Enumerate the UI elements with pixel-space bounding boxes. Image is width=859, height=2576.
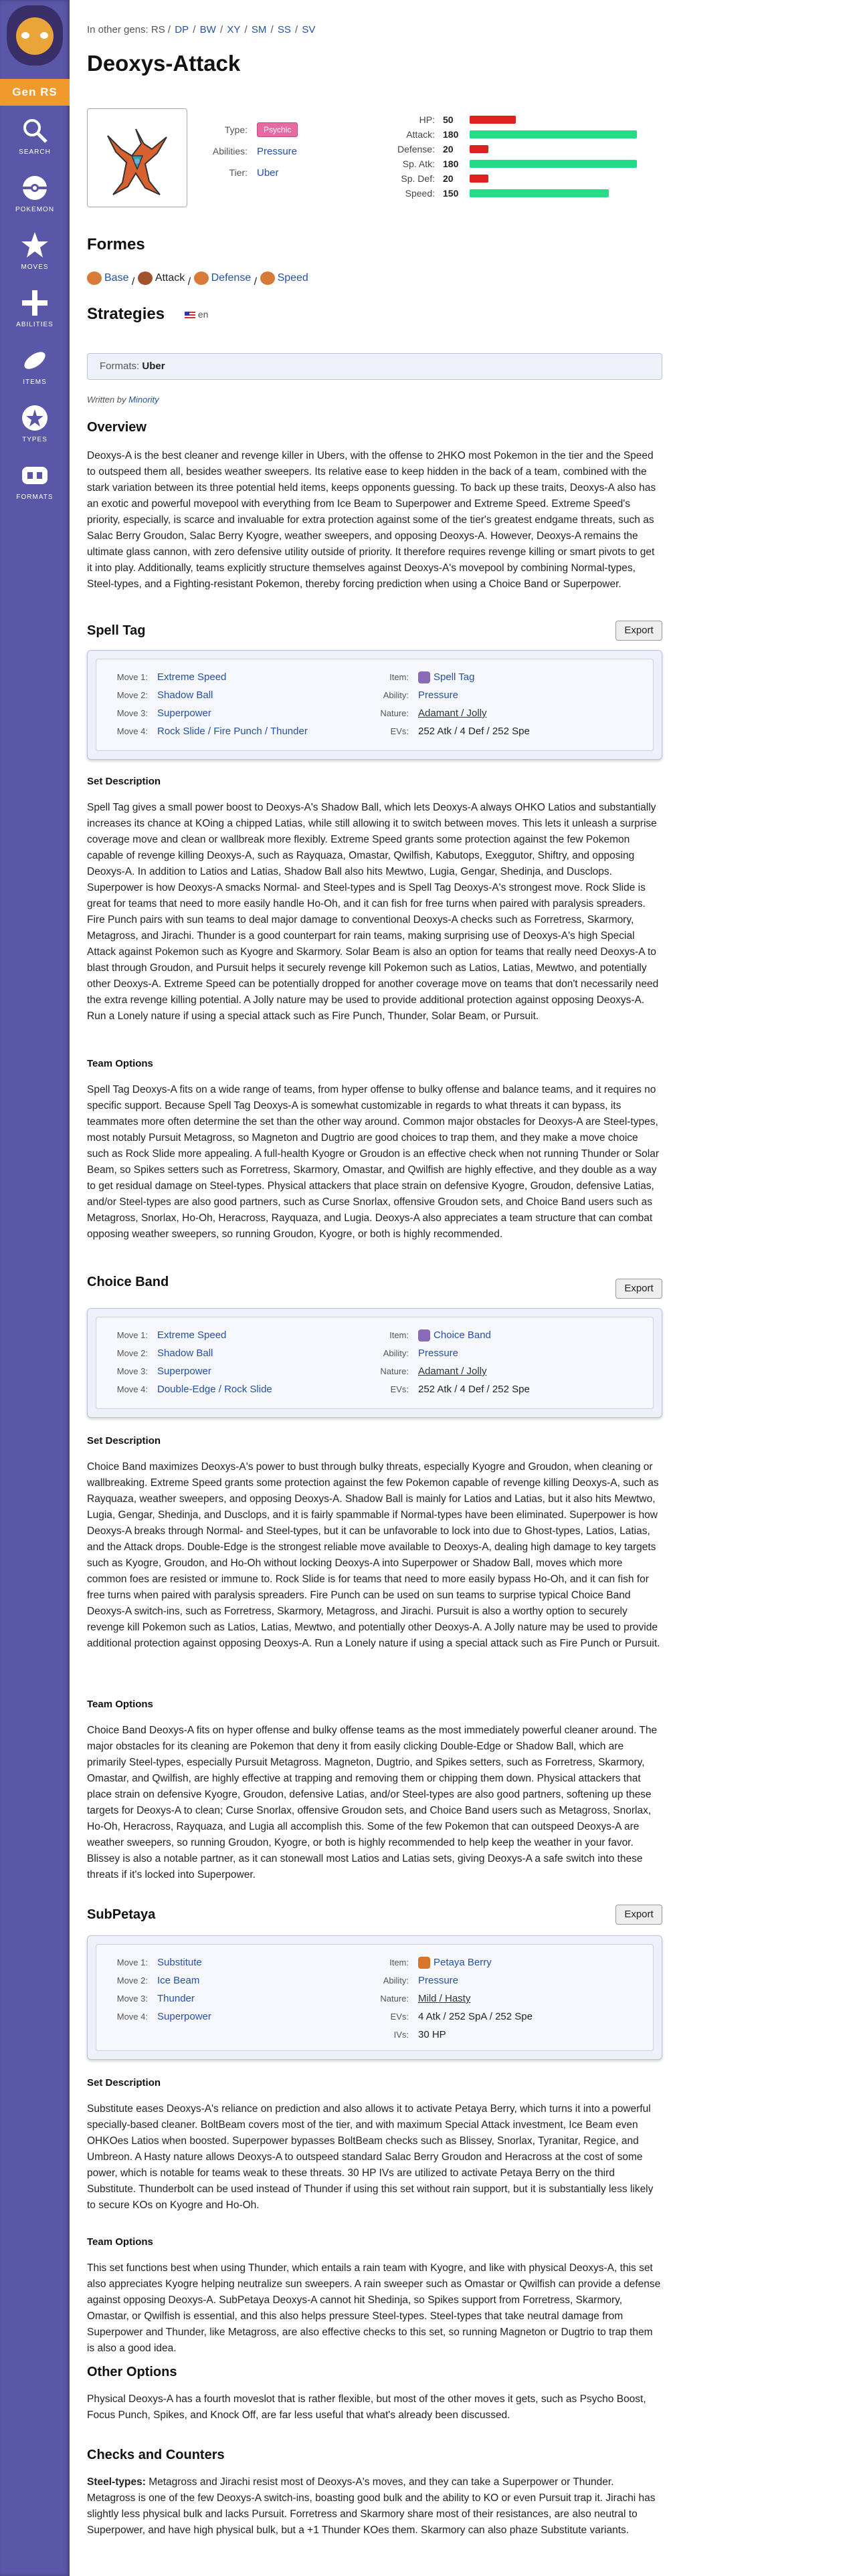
gen-link-ss[interactable]: SS [277, 24, 291, 35]
stat-name: Attack: [406, 129, 435, 140]
set-card [87, 650, 662, 760]
set-heading: SubPetaya [87, 1907, 156, 1922]
ability-link[interactable]: Pressure [257, 145, 298, 157]
moves-list: Move 1: Substitute Move 2: Ice Beam Move 3: Thunder Move 4: Superpower [116, 1957, 211, 2022]
stat-row [375, 156, 637, 171]
gens-current: RS [151, 24, 165, 35]
petaya-berry-icon [418, 1957, 430, 1969]
stat-bar [470, 116, 516, 124]
gen-link-dp[interactable]: DP [175, 24, 189, 35]
formes-list: Base / Attack / Defense / Speed [87, 272, 308, 288]
type-label: Type: [224, 124, 248, 135]
ability-link[interactable]: Pressure [418, 1975, 459, 1986]
nav-abilities[interactable] [0, 288, 70, 328]
set-details: Item: Choice Band Ability: Pressure Nature: Adamant / Jolly EVs: 252 Atk / 4 Def / 252 Spe [380, 1329, 530, 1395]
formats-icon [19, 460, 50, 491]
gen-link-xy[interactable]: XY [227, 24, 241, 35]
format-uber[interactable]: Uber [142, 360, 165, 372]
evs-value: 252 Atk / 4 Def / 252 Spe [418, 1384, 530, 1395]
search-icon [19, 115, 50, 146]
overview-heading: Overview [87, 420, 147, 435]
items-icon [19, 345, 50, 376]
stat-value: 180 [443, 158, 459, 169]
set-description-text: Spell Tag gives a small power boost to Deoxys-A's Shadow Ball, which lets Deoxys-A always OHKO Latios and substantially increases its chance at KOing a chipped Latias, while still allowing it to switch between moves. This lets it unleash a surprise coverage move and clean or wallbreak more flexibly. Extreme Speed grants some protection against the few Pokemon capable of revenge killing Deoxys-A, such as Rayquaza, Omastar, Qwilfish, Kabutops, Exeggutor, Shiftry, and opposing Deoxys-A. In addition to Latios and Latias, Shadow Ball also hits Mewtwo, Lugia, Gengar, Shedinja, and Dusclops. Superpower is how Deoxys-A smacks Normal- and Steel-types and is Spell Tag Deoxys-A's strongest move. Rock Slide is great for teams that need to more easily handle Ho-Oh, and it can fish for free turns when paired with paralysis spreaders. Fire Punch pairs with sun teams to deal major damage to conventional Deoxys-A checks such as Forretress, Skarmory, Metagross, and Jirachi. Thunder is a good counterpart for rain teams, making surprising use of Deoxys-A's high Special Attack against Pokemon such as Kyogre and Skarmory. Solar Beam is also an option for teams that really need Deoxys-A to blast through Groudon, and Pursuit helps it securely revenge kill Pokemon such as Latios, Latias, Mewtwo, and potentially other Deoxys-A. Extreme Speed can be potentially dropped for another coverage move on teams that don't necessarily need the extra revenge killing potential. A Jolly nature may be used to provide additional protection against opposing Deoxys-A. Run a Lonely nature if using a special attack such as Fire Punch, Thunder, Solar Beam, or Pursuit. [87, 802, 659, 1022]
language-code: en [197, 309, 209, 320]
abilities-icon [19, 288, 50, 318]
nav-moves[interactable] [0, 230, 70, 271]
stat-value: 20 [443, 173, 454, 184]
ability-link[interactable]: Pressure [418, 689, 459, 701]
site-logo[interactable] [7, 5, 63, 66]
move-link[interactable]: Superpower [157, 1366, 211, 1377]
set-description-heading: Set Description [87, 2077, 161, 2088]
move-link[interactable]: Superpower [157, 2011, 211, 2022]
stat-value: 50 [443, 114, 454, 125]
abilities-label: Abilities: [212, 146, 248, 156]
overview-text: Deoxys-A is the best cleaner and revenge killer in Ubers, with the offense to 2HKO most Pokemon in the tier and the Speed to outspeed them all, besides weather sweepers. Its relative ease to keep hidden in the back of a team, combined with the stark variation between its three potential held items, keeps opponents guessing. To back up these traits, Deoxys-A also has an exotic and powerful movepool with everything from Ice Beam to Superpower and Extreme Speed. Extreme Speed's priority, especially, is scarce and invaluable for extra protection against some of the tier's greatest endgame threats, such as Salac Berry Groudon, Salac Berry Kyogre, weather sweepers, and opposing Deoxys-A. However, Deoxys-A remains the ultimate glass cannon, with zero defensive utility outside of priority. It therefore requires revenge killing or smart pivots to get it into play. Additionally, teams explicitly structure themselves against Deoxys-A's movepool by combining Normal-types, Steel-types, and a Fighting-resistant Pokemon, thereby forcing prediction when using a Choice Band or Superpower. [87, 450, 656, 590]
nav-label: POKEMON [15, 206, 55, 213]
gens-prefix: In other gens: [87, 24, 149, 35]
stat-bar [470, 175, 488, 183]
move-link[interactable]: Superpower [157, 708, 211, 719]
tier-link[interactable]: Uber [257, 167, 279, 179]
stat-value: 180 [443, 129, 459, 140]
nav-pokemon[interactable] [0, 173, 70, 213]
stat-bar [470, 189, 609, 197]
nav-label: TYPES [22, 436, 47, 443]
move-link[interactable]: Ice Beam [157, 1975, 200, 1986]
set-details: Item: Spell Tag Ability: Pressure Nature: Adamant / Jolly EVs: 252 Atk / 4 Def / 252 Spe [380, 671, 530, 737]
page-title: Deoxys-Attack [87, 51, 241, 76]
move-link[interactable]: Shadow Ball [157, 689, 213, 701]
stat-bar [470, 145, 488, 153]
team-options-heading: Team Options [87, 1058, 153, 1069]
deoxys-base-icon [87, 272, 102, 285]
forme-base[interactable]: Base [104, 272, 129, 284]
stat-row [375, 186, 637, 201]
set-description-heading: Set Description [87, 1435, 161, 1446]
stat-row [375, 112, 637, 127]
nav-types[interactable] [0, 403, 70, 443]
export-button[interactable]: Export [615, 1905, 662, 1925]
stat-row [375, 127, 637, 142]
set-card [87, 1308, 662, 1418]
types-icon [19, 403, 50, 433]
move-link[interactable]: Double-Edge / Rock Slide [157, 1384, 272, 1395]
stat-row [375, 171, 637, 186]
export-button[interactable]: Export [615, 621, 662, 641]
other-gens: In other gens: RS / DP / BW / XY / SM / SS / SV [87, 24, 316, 35]
language-selector[interactable] [185, 309, 208, 320]
author-line [87, 395, 159, 405]
ivs-value: 30 HP [418, 2029, 446, 2040]
nav-label: ITEMS [23, 379, 47, 386]
stat-value: 150 [443, 188, 459, 199]
team-options-text: Spell Tag Deoxys-A fits on a wide range of teams, from hyper offense to bulky offense and balance teams, and it requires no specific support. Because Spell Tag Deoxys-A is somewhat customizable in regards to what threats it can bypass, its teammates more often determine the set than the other way around. Common major obstacles for Deoxys-A are Steel-types, most notably Pursuit Metagross, so Magneton and Dugtrio are good choices to trap them, and they make a move choice such as Rock Slide more appealing. A full-health Kyogre or Groudon is an effective check when not running Thunder or Solar Beam, so Spikes setters such as Forretress, Skarmory, Omastar, and Qwilfish are highly effective, and they double as a way to get residual damage on Steel-types. Physical attackers that place strain on defensive Kyogre, Groudon, defensive Latias, and/or Steel-types are also good partners, such as Curse Snorlax, offensive Groudon sets, and Choice Band users such as Metagross, Snorlax, Ho-Oh, Heracross, Rayquaza, and Lugia. Deoxys-A also appreciates a team structure that can combat opposing weather sweepers, so running Groudon, Kyogre, or both is highly recommended. [87, 1084, 660, 1240]
gen-link-sm[interactable]: SM [251, 24, 267, 35]
pokemon-sprite [87, 108, 187, 207]
set-description-text: Substitute eases Deoxys-A's reliance on prediction and also allows it to activate Petaya Berry, which turns it into a powerful specially-based cleaner. BoltBeam covers most of the tier, and with maximum Special Attack investment, Ice Beam even OHKOes Latios when boosted. Superpower bypasses BoltBeam checks such as Blissey, Snorlax, Tyranitar, Regice, and Umbreon. A Hasty nature allows Deoxys-A to outspeed standard Salac Berry Groudon and Heracross at the cost of some power, which is notable for teams weak to these threats. 30 HP IVs are utilized to activate Petaya Berry on the third Substitute. Thunderbolt can be used instead of Thunder if using this set without rain support, but it is substantially less likely to secure KOs on Kyogre and Ho-Oh. [87, 2103, 654, 2211]
export-button[interactable]: Export [615, 1279, 662, 1299]
deoxys-defense-icon [194, 272, 209, 285]
stat-name: Sp. Def: [401, 173, 435, 184]
gen-link-sv[interactable]: SV [302, 24, 316, 35]
nav-search[interactable] [0, 115, 70, 156]
type-badge[interactable]: Psychic [257, 122, 298, 137]
formes-heading: Formes [87, 235, 145, 253]
stat-row [375, 142, 637, 156]
item-link[interactable]: Choice Band [434, 1329, 491, 1341]
set-description-heading: Set Description [87, 776, 161, 787]
team-options-text: This set functions best when using Thunder, which entails a rain team with Kyogre, and like with physical Deoxys-A, this set also appreciates Kyogre helping neutralize sun sweepers. A rain sweeper such as Omastar or Qwilfish can provide a defense against opposing Deoxys-A. SubPetaya Deoxys-A cannot hit Shedinja, so Spikes support from Forretress, Skarmory, Omastar, or Qwilfish is essential, and this also helps pressure Steel-types. Steel-types that take neutral damage from Superpower and Thunder, like Metagross, are also effective checks to this set, so running Magneton or Dugtrio to trap them is also a good idea. [87, 2262, 661, 2354]
checks-body: Metagross and Jirachi resist most of Deoxys-A's moves, and they can take a Superpower or Thunder. Metagross is one of the few Deoxys-A switch-ins, boasting good bulk and the ability to KO or even Pursuit trap it. Jirachi has slightly less physical bulk and lacks Pursuit. Forretress and Skarmory share most of their resistances, are also neutral to Superpower, and have high physical bulk, but a +1 Thunder KOes them. Skarmory can also phaze Substitute variants. [87, 2476, 656, 2536]
deoxys-speed-icon [260, 272, 275, 285]
move-link[interactable]: Shadow Ball [157, 1348, 213, 1359]
tier-label: Tier: [229, 167, 248, 178]
formats-bar [87, 353, 662, 380]
nav-items[interactable] [0, 345, 70, 386]
strategies-heading: Strategies [87, 305, 165, 323]
other-options-heading: Other Options [87, 2365, 177, 2379]
moves-icon [19, 230, 50, 261]
us-flag-icon [185, 312, 195, 319]
nav-formats[interactable] [0, 460, 70, 501]
base-stats [375, 112, 637, 201]
set-description-text: Choice Band maximizes Deoxys-A's power to bust through bulky threats, especially Kyogre and Groudon, when cleaning or wallbreaking. Extreme Speed grants some protection against the few Pokemon capable of revenge killing Deoxys-A, such as Rayquaza, weather sweepers, and opposing Deoxys-A. Shadow Ball is mainly for Latios and Latias, but it also hits Mewtwo, Lugia, Gengar, Shedinja, and Dusclops, and it is fairly spammable if Normal-types have been eliminated. Superpower is how Deoxys-A breaks through Normal- and Steel-types, but it can be unfavorable to lock into due to Ghost-types, Latios, Latias, and the Attack drops. Double-Edge is the strongest reliable move available to Deoxys-A, dealing high damage to key targets such as Kyogre, Groudon, and Ho-Oh without locking Deoxys-A into Superpower or Shadow Ball, moves which more common foes are resisted or immune to. Rock Slide is for teams that need to more easily bypass Ho-Oh, and it can fish for free turns when paired with paralysis spreaders. Fire Punch can be used on sun teams to surprise typical Choice Band Deoxys-A switch-ins, such as Forretress, Skarmory, Metagross, and Jirachi. Pursuit is also a worthy option to securely revenge kill Pokemon such as Latios, Latias, Mewtwo, and potentially other Deoxys-A. A Jolly nature may be used to provide additional protection against opposing Deoxys-A. Run a Lonely nature if using a special attack such as Fire Punch or Pursuit. [87, 1461, 660, 1649]
forme-speed[interactable]: Speed [277, 272, 308, 284]
move-link[interactable]: Thunder [157, 1993, 195, 2004]
evs-value: 4 Atk / 252 SpA / 252 Spe [418, 2011, 533, 2022]
move-link[interactable]: Substitute [157, 1957, 202, 1968]
stat-value: 20 [443, 144, 454, 154]
stat-bar [470, 160, 637, 168]
set-heading: Spell Tag [87, 623, 146, 638]
nav-label: MOVES [21, 263, 49, 271]
set-heading: Choice Band [87, 1275, 169, 1289]
checks-text [87, 2474, 662, 2539]
moves-list: Move 1: Extreme Speed Move 2: Shadow Ball Move 3: Superpower Move 4: Rock Slide / Fire Punch / Thunder [116, 671, 308, 737]
info-table [194, 119, 298, 183]
nature-value: Adamant / Jolly [418, 1366, 487, 1377]
spell-tag-icon [418, 671, 430, 683]
written-by-label: Written by [87, 395, 126, 405]
set-card [87, 1935, 662, 2060]
checks-heading: Checks and Counters [87, 2448, 225, 2462]
ability-link[interactable]: Pressure [418, 1348, 459, 1359]
gen-link-bw[interactable]: BW [199, 24, 216, 35]
stat-bar [470, 130, 637, 138]
other-options-text: Physical Deoxys-A has a fourth moveslot that is rather flexible, but most of the other moves it gets, such as Psycho Boost, Focus Punch, Spikes, and Knock Off, are far less useful that what's already been discussed. [87, 2393, 646, 2421]
forme-defense[interactable]: Defense [211, 272, 252, 284]
sidebar [0, 0, 70, 2576]
stat-name: Sp. Atk: [402, 158, 435, 169]
stat-name: Defense: [397, 144, 435, 154]
team-options-heading: Team Options [87, 2236, 153, 2248]
deoxys-attack-icon [138, 272, 153, 285]
team-options-text: Choice Band Deoxys-A fits on hyper offense and bulky offense teams as the most immediately powerful cleaner around. The major obstacles for its cleaning are Pokemon that deny it from easily clicking Double-Edge or Shadow Ball, which are primarily Steel-types, especially Pursuit Metagross. Magneton, Dugtrio, and Spikes setters, such as Forretress, Skarmory, Omastar, and Qwilfish, are highly effective at trapping and removing them or chipping them down. Physical attackers that place strain on defensive Kyogre, Groudon, defensive Latias, and/or Steel-types are also good partners, softening up these targets for Deoxys-A to clean; Curse Snorlax, offensive Groudon sets, and Choice Band users such as Metagross, Snorlax, Ho-Oh, Heracross, Rayquaza, and Lugia all accomplish this. Some of the few Pokemon that can outspeed Deoxys-A are weather sweepers, so running Groudon, Kyogre, or both is highly recommended to help keep the weather in your favor. Blissey is also a notable partner, as it can stonewall most Latios and Latias sets, giving Deoxys-A a safe switch into these threats if it's locked into Superpower. [87, 1725, 658, 1881]
set-details: Item: Petaya Berry Ability: Pressure Nature: Mild / Hasty EVs: 4 Atk / 252 SpA / 252 Spe IVs: 30 HP [380, 1957, 533, 2040]
choice-band-icon [418, 1329, 430, 1341]
move-link[interactable]: Rock Slide / Fire Punch / Thunder [157, 726, 308, 737]
author-link[interactable]: Minority [128, 395, 159, 405]
item-link[interactable]: Petaya Berry [434, 1957, 492, 1968]
pokeball-icon [19, 173, 50, 203]
evs-value: 252 Atk / 4 Def / 252 Spe [418, 726, 530, 737]
team-options-heading: Team Options [87, 1699, 153, 1710]
checks-label: Steel-types: [87, 2476, 146, 2488]
move-link[interactable]: Extreme Speed [157, 671, 227, 683]
nav-label: FORMATS [16, 494, 54, 501]
nature-value: Adamant / Jolly [418, 708, 487, 719]
stat-name: HP: [419, 114, 435, 125]
stat-name: Speed: [405, 188, 435, 199]
formats-label: Formats: [100, 360, 140, 372]
nature-value: Mild / Hasty [418, 1993, 471, 2004]
item-link[interactable]: Spell Tag [434, 671, 475, 683]
moves-list: Move 1: Extreme Speed Move 2: Shadow Ball Move 3: Superpower Move 4: Double-Edge / Rock Slide [116, 1329, 272, 1395]
nav-label: ABILITIES [16, 321, 54, 328]
gen-button[interactable]: Gen RS [0, 79, 70, 106]
nav-label: SEARCH [19, 148, 51, 156]
move-link[interactable]: Extreme Speed [157, 1329, 227, 1341]
deoxys-sprite-icon [88, 109, 185, 205]
forme-attack: Attack [155, 272, 185, 284]
